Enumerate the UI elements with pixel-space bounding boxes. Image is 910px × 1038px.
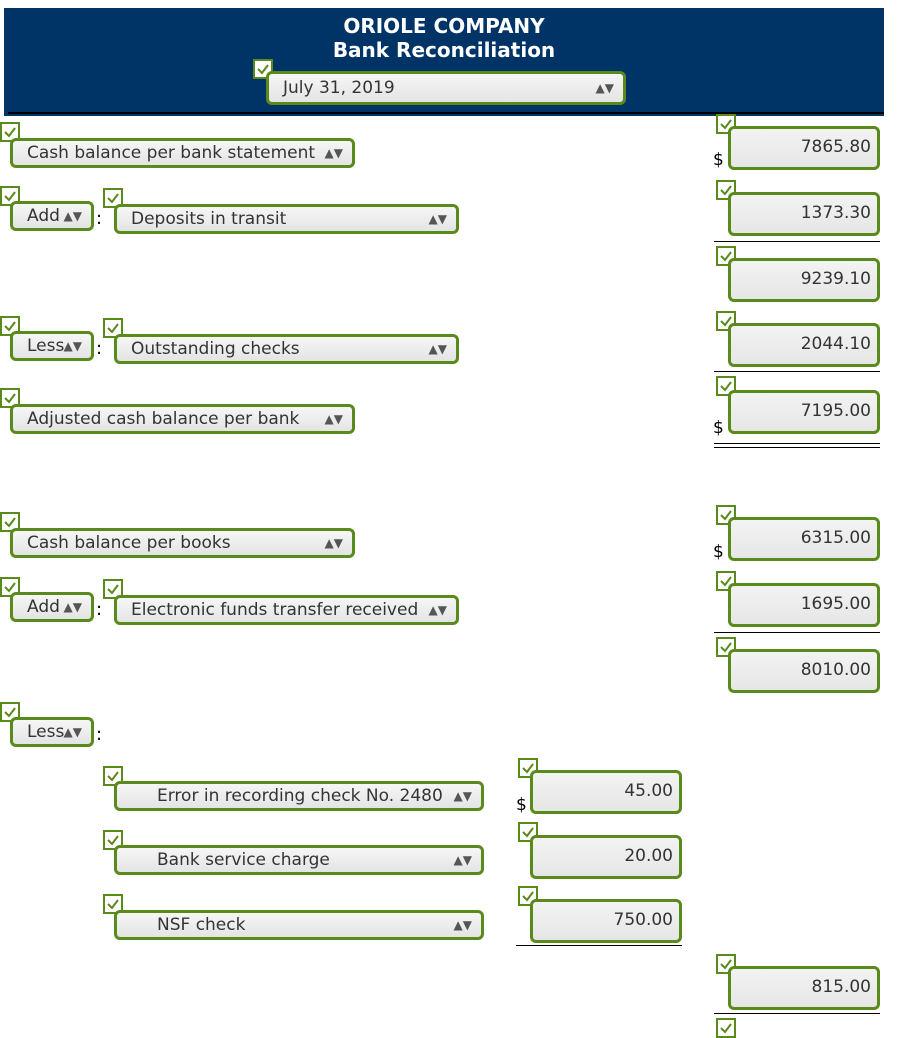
deposits-in-transit-select[interactable] [114,204,459,234]
select-arrows-icon: ▲▼ [324,412,343,426]
underline [714,1013,880,1014]
bank-less-label: Less [27,336,65,356]
deductions-total-amount[interactable]: 815.00 [728,966,880,1010]
select-arrows-icon: ▲▼ [595,81,614,95]
books-less-select[interactable] [10,717,94,747]
select-arrows-icon: ▲▼ [428,342,447,356]
books-add-select[interactable] [10,592,94,622]
cash-per-books-select[interactable] [10,528,355,558]
select-arrows-icon: ▲▼ [428,212,447,226]
deduction-amount[interactable]: 20.00 [530,835,682,879]
header-divider [8,112,884,114]
adjusted-bank-amount[interactable]: 7195.00 [728,390,880,434]
colon: : [96,338,103,359]
select-arrows-icon: ▲▼ [453,918,472,932]
bank-subtotal-amount[interactable]: 9239.10 [728,258,880,302]
eft-label: Electronic funds transfer received [131,600,419,620]
cash-per-bank-label: Cash balance per bank statement [27,143,316,163]
bank-less-select[interactable] [10,331,94,361]
cash-per-bank-select[interactable] [10,138,355,168]
check-icon [716,1018,736,1038]
deposits-in-transit-label: Deposits in transit [131,209,287,229]
cash-per-bank-amount[interactable]: 7865.80 [728,126,880,170]
deduction-amount[interactable]: 45.00 [530,770,682,814]
double-underline-top [714,443,880,444]
report-title: Bank Reconciliation [332,38,556,62]
report-header [4,8,884,116]
underline [714,241,880,242]
eft-select[interactable] [114,595,459,625]
eft-amount[interactable]: 1695.00 [728,583,880,627]
adjusted-bank-select[interactable] [10,404,355,434]
colon: : [96,208,103,229]
select-arrows-icon: ▲▼ [63,600,82,614]
select-arrows-icon: ▲▼ [63,209,82,223]
dollar-sign: $ [516,795,527,815]
underline [714,632,880,633]
deduction-select[interactable] [114,781,484,811]
adjusted-bank-label: Adjusted cash balance per bank [27,409,300,429]
dollar-sign: $ [713,150,724,170]
select-arrows-icon: ▲▼ [324,146,343,160]
books-add-label: Add [27,597,60,617]
select-arrows-icon: ▲▼ [453,853,472,867]
date-select-value: July 31, 2019 [283,78,395,98]
colon: : [96,724,103,745]
books-less-label: Less [27,722,65,742]
deduction-label: NSF check [157,915,246,935]
underline [714,371,880,372]
select-arrows-icon: ▲▼ [428,603,447,617]
deduction-amount[interactable]: 750.00 [530,899,682,943]
colon: : [96,599,103,620]
bank-add-label: Add [27,206,60,226]
dollar-sign: $ [713,542,724,562]
outstanding-checks-label: Outstanding checks [131,339,300,359]
bank-add-select[interactable] [10,201,94,231]
deduction-label: Error in recording check No. 2480 [157,786,443,806]
select-arrows-icon: ▲▼ [63,725,82,739]
dollar-sign: $ [713,418,724,438]
deposits-in-transit-amount[interactable]: 1373.30 [728,192,880,236]
select-arrows-icon: ▲▼ [63,339,82,353]
select-arrows-icon: ▲▼ [453,789,472,803]
deduction-label: Bank service charge [157,850,330,870]
deduction-select[interactable] [114,845,484,875]
cash-per-books-amount[interactable]: 6315.00 [728,517,880,561]
cash-per-books-label: Cash balance per books [27,533,231,553]
books-subtotal-amount[interactable]: 8010.00 [728,649,880,693]
date-select[interactable] [266,71,626,105]
select-arrows-icon: ▲▼ [324,536,343,550]
outstanding-checks-amount[interactable]: 2044.10 [728,323,880,367]
outstanding-checks-select[interactable] [114,334,459,364]
company-name: ORIOLE COMPANY [343,14,545,38]
underline [516,945,682,946]
double-underline-bottom [714,447,880,448]
deduction-select[interactable] [114,910,484,940]
